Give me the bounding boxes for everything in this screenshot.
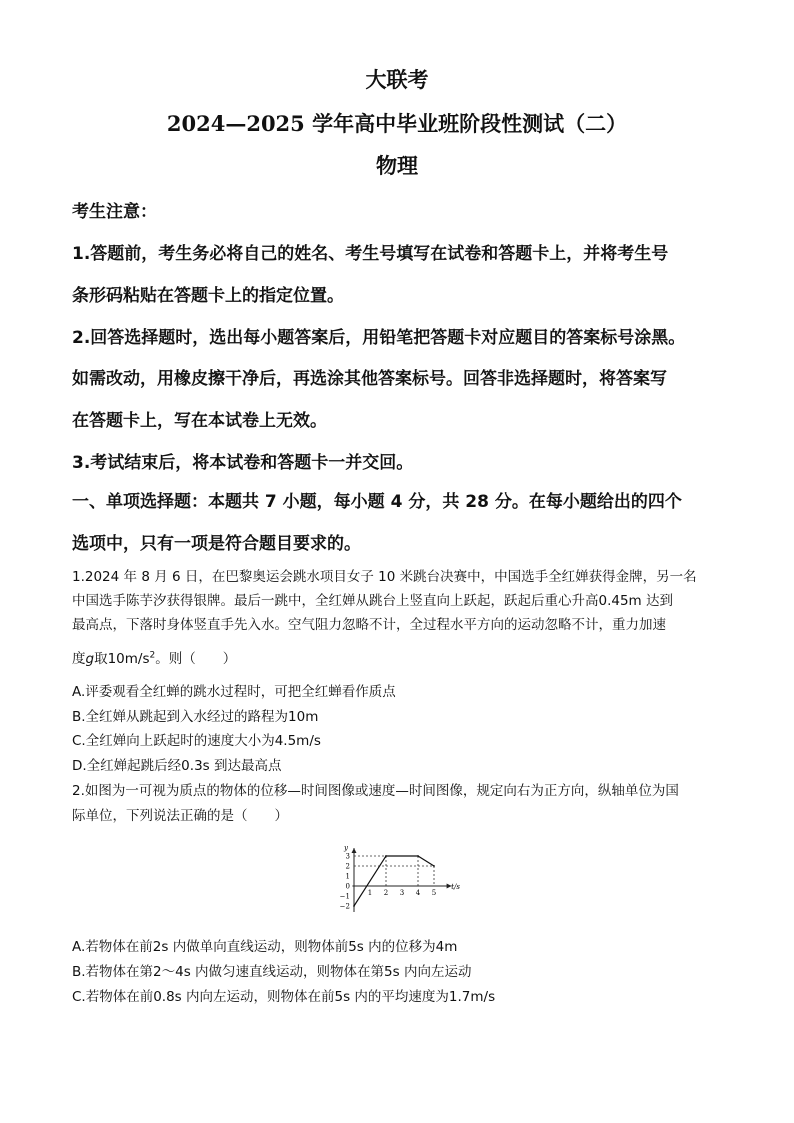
y-axis-label: y	[344, 844, 348, 852]
notice-item-2-line-1: 2.回答选择题时，选出每小题答案后，用铅笔把答题卡对应题目的答案标号涂黑。	[72, 328, 686, 348]
notice-item-1-line-2: 条形码粘贴在答题卡上的指定位置。	[72, 286, 344, 306]
q2-option-b: B.若物体在第2～4s 内做匀速直线运动，则物体在第5s 内向左运动	[72, 964, 472, 980]
q1-stem-line-4: 度g取$10m/s^2$。则（ ）	[72, 650, 237, 667]
data-point	[417, 855, 419, 857]
y-tick-label: 1	[345, 872, 350, 881]
exam-title: 2024—2025 学年高中毕业班阶段性测试（二）	[166, 111, 628, 136]
x-tick-label: 3	[399, 889, 405, 897]
data-line	[354, 856, 437, 906]
q1-option-d: D.全红婵起跳后经0.3s 到达最高点	[72, 758, 282, 774]
data-point	[385, 855, 387, 857]
q2-option-c: C.若物体在前0.8s 内向左运动，则物体在前5s 内的平均速度为1.7m/s	[72, 989, 496, 1005]
q2-option-a: A.若物体在前2s 内做单向直线运动，则物体前5s 内的位移为4m	[72, 939, 458, 955]
y-tick-label: 2	[345, 862, 350, 871]
y-axis-arrow	[352, 848, 357, 853]
subject-title: 物理	[376, 153, 418, 178]
x-tick-label: 1	[367, 889, 373, 897]
y-tick-label: 0	[345, 882, 350, 891]
q1-option-c: C.全红婵向上跃起时的速度大小为4.5m/s	[72, 733, 321, 749]
x-axis-label: t/s	[451, 883, 460, 891]
x-tick-label: 4	[415, 889, 421, 897]
exam-series-title: 大联考	[365, 67, 429, 92]
gravity-symbol: g	[85, 651, 95, 667]
y-tick-label: −2	[339, 902, 350, 911]
notice-item-1-line-1: 1.答题前，考生务必将自己的姓名、考生号填写在试卷和答题卡上，并将考生号	[72, 244, 669, 264]
notice-item-2-line-2: 如需改动，用橡皮擦干净后，再选涂其他答案标号。回答非选择题时，将答案写	[72, 369, 667, 389]
notice-item-3: 3.考试结束后，将本试卷和答题卡一并交回。	[72, 453, 414, 473]
y-tick-label: −1	[339, 892, 350, 901]
q1-stem-line-1: 1.2024 年 8 月 6 日，在巴黎奥运会跳水项目女子 10 米跳台决赛中，中国选手全红婵获得金牌，另一名	[72, 569, 697, 585]
q1-stem-line-3: 最高点，下落时身体竖直手先入水。空气阻力忽略不计，全过程水平方向的运动忽略不计，重力加速	[72, 617, 666, 633]
notice-heading: 考生注意：	[72, 202, 157, 222]
q1-option-b: B.全红婵从跳起到入水经过的路程为10m	[72, 709, 319, 725]
q2-stem-line-2: 际单位，下列说法正确的是（ ）	[72, 808, 288, 824]
section-heading-line-2: 选项中，只有一项是符合题目要求的。	[72, 534, 361, 554]
x-tick-label: 5	[431, 889, 437, 897]
q2-graph	[332, 834, 462, 920]
notice-item-2-line-3: 在答题卡上，写在本试卷上无效。	[72, 411, 327, 431]
x-tick-label: 2	[383, 889, 389, 897]
y-tick-label: 3	[345, 852, 350, 861]
q1-option-a: A.评委观看全红蝉的跳水过程时，可把全红蝉看作质点	[72, 684, 396, 700]
data-point	[353, 905, 355, 907]
data-point	[433, 865, 435, 867]
q2-stem-line-1: 2.如图为一可视为质点的物体的位移—时间图像或速度—时间图像，规定向右为正方向，纵轴单位为国	[72, 783, 679, 799]
section-heading-line-1: 一、单项选择题：本题共 7 小题，每小题 4 分，共 28 分。在每小题给出的四个	[72, 492, 682, 512]
q1-stem-line-2: 中国选手陈芋汐获得银牌。最后一跳中，全红婵从跳台上竖直向上跃起，跃起后重心升高0.45m 达到	[72, 593, 673, 609]
